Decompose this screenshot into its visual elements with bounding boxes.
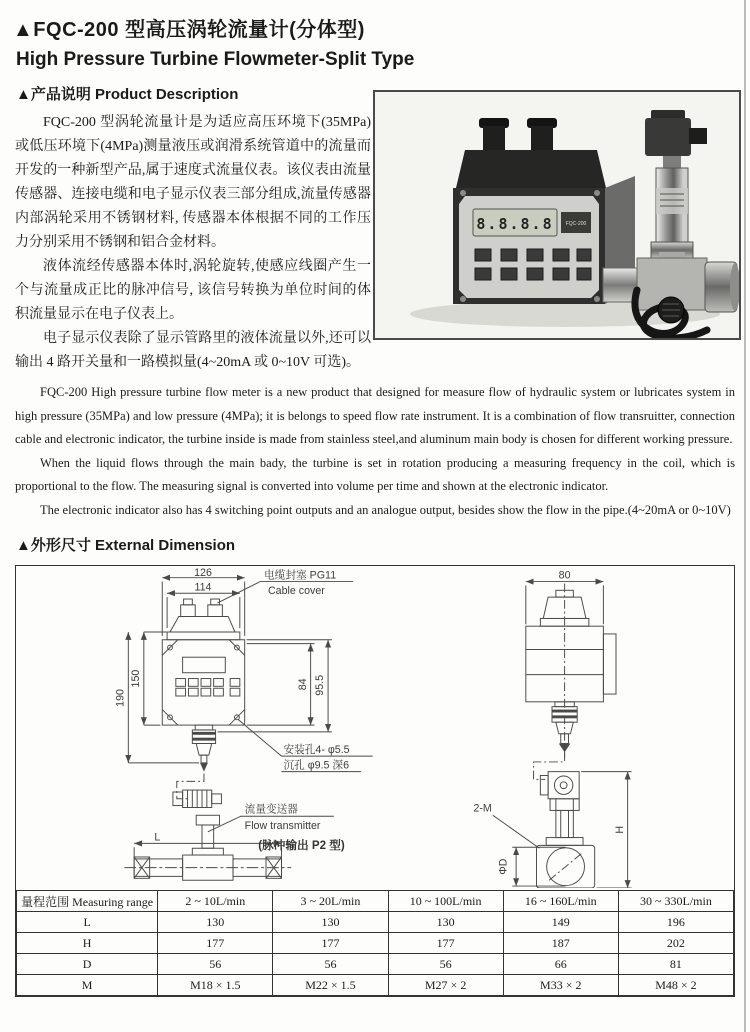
table-header-cell: 量程范围 Measuring range [17,891,158,912]
dim-95-5: 95.5 [314,674,327,696]
table-header-cell: 10 ~ 100L/min [388,891,503,912]
table-row-D [17,954,734,975]
table-header-cell: 2 ~ 10L/min [158,891,273,912]
table-row-M [17,975,734,996]
stem-rib [192,732,215,735]
row-label: M [17,975,158,996]
table-cell: 130 [273,912,388,933]
cable-cover-callout [218,569,354,603]
table-cell: 187 [503,933,618,954]
dim-84: 84 [296,678,309,691]
end-view [534,752,595,888]
end-view-dimensions [473,772,631,888]
product-photo [373,90,741,340]
table-cell: 177 [388,933,503,954]
desc-en-p1: FQC-200 High pressure turbine flow meter is a new product that designed for measure flow of hydraulic system or lubricates system in high pressure (35MPa) and low pressure (4MPa); it is belongs to speed flow rate instrument. It is a combination of flow transruitter, connection cable and electronic indicator, the turbine inside is made from stainless steel,and aluminum main body is chosen for different working pressure. [15,385,735,446]
stem-tip [200,763,208,772]
table-row-H [17,933,734,954]
section-product-description: ▲产品说明 Product Description [16,86,239,103]
desc-en-p3: The electronic indicator also has 4 switching point outputs and an analogue output, besides show the flow in the pipe.(4~20mA or 0~10V) [40,502,731,517]
dimension-lines [114,568,331,763]
table-cell: M18 × 1.5 [158,975,273,996]
dim-L: L [154,831,161,844]
row-label: L [17,912,158,933]
table-cell: 202 [618,933,733,954]
desc-zh-p2: 液体流经传感器本体时,涡轮旋转,使感应线圈产生一个与流量成正比的脉冲信号, 该信号转换为单位时间的体积流量显示在电子仪表上。 [15,259,371,322]
dim-80: 80 [558,569,571,582]
dim-phi-D: ΦD [497,858,510,875]
dim-126: 126 [194,568,212,579]
table-cell: M22 × 1.5 [273,975,388,996]
table-cell: 196 [618,912,733,933]
table-cell: 56 [388,954,503,975]
description-zh [15,111,371,375]
flow-transmitter-label-zh: 流量变送器 [244,803,298,816]
indicator-display [473,209,591,236]
page-title-zh: ▲FQC-200 型高压涡轮流量计(分体型) [13,19,365,41]
drawing-indicator-front [94,568,439,888]
desc-zh-p3: 电子显示仪表除了显示管路里的液体流量以外,还可以输出 4 路开关量和一路模拟量(4~20mA 或 0~10V 可选)。 [15,331,371,370]
cable-cover-label-zh: 电缆封塞 PG11 [264,569,337,582]
table-header-row [17,891,734,912]
row-label: H [17,933,158,954]
scan-edge [744,0,746,1032]
row-label: D [17,954,158,975]
dim-114: 114 [194,581,212,594]
mount-hole-label: 安装孔4- φ5.5 [283,744,350,757]
flow-transmitter-label-en: Flow transmitter [244,819,321,832]
display-digits: 8.8.8.8 [476,215,554,233]
table-cell: 56 [273,954,388,975]
table-cell: 149 [503,912,618,933]
dimension-figure-box [15,565,735,997]
table-cell: 81 [618,954,733,975]
table-cell: 130 [388,912,503,933]
stem-rib [192,738,215,741]
drawing-indicator-side [444,568,724,888]
technical-drawings [16,566,734,890]
dim-150: 150 [129,669,142,688]
side-view [526,570,616,760]
desc-en-p2: When the liquid flows through the main bady, the turbine is set in rotation producing a measuring frequency in the coil, which is proportional to the flow. The measuring signal is converted into volume per time and shown at the electronic indicator. [15,455,735,493]
table-cell: 177 [158,933,273,954]
dim-H: H [613,825,626,834]
table-cell: 177 [273,933,388,954]
table-cell: 66 [503,954,618,975]
table-cell: M33 × 2 [503,975,618,996]
section-external-dimension: ▲外形尺寸 External Dimension [16,537,236,554]
description-en [15,381,735,522]
pulse-output-label: (脉冲输出 P2 型) [258,839,345,853]
table-cell: M48 × 2 [618,975,733,996]
table-cell: 130 [158,912,273,933]
dimension-table [16,890,734,996]
counterbore-label: 沉孔 φ9.5 深6 [283,759,350,772]
table-header-cell: 30 ~ 330L/min [618,891,733,912]
mounting-hole-callout [238,719,373,771]
flow-transmitter-callout [208,802,345,852]
table-cell: 56 [158,954,273,975]
desc-zh-p1: FQC-200 型涡轮流量计是为适应高压环境下(35MPa)或低压环境下(4MPa)测量液压或润滑系统管道中的流量而开发的一种新型产品,属于速度式流量仪表。该仪表由流量传感器、连接电缆和电子显示仪表三部分组成,流量传感器内部涡轮采用不锈钢材料, 传感器本体根据不同的工作压力分别采用不锈钢和铝合金材料。 [15,115,371,250]
table-header-cell: 3 ~ 20L/min [273,891,388,912]
page-title-en: High Pressure Turbine Flowmeter-Split Type [16,49,415,70]
table-header-cell: 16 ~ 160L/min [503,891,618,912]
dim-190: 190 [114,689,127,707]
table-row-L [17,912,734,933]
product-photo-illustration [375,92,739,338]
display-model-label: FQC-200 [565,221,587,227]
table-cell: M27 × 2 [388,975,503,996]
cable-cover-label-en: Cable cover [267,585,325,598]
thread-label-2M: 2-M [473,802,492,815]
